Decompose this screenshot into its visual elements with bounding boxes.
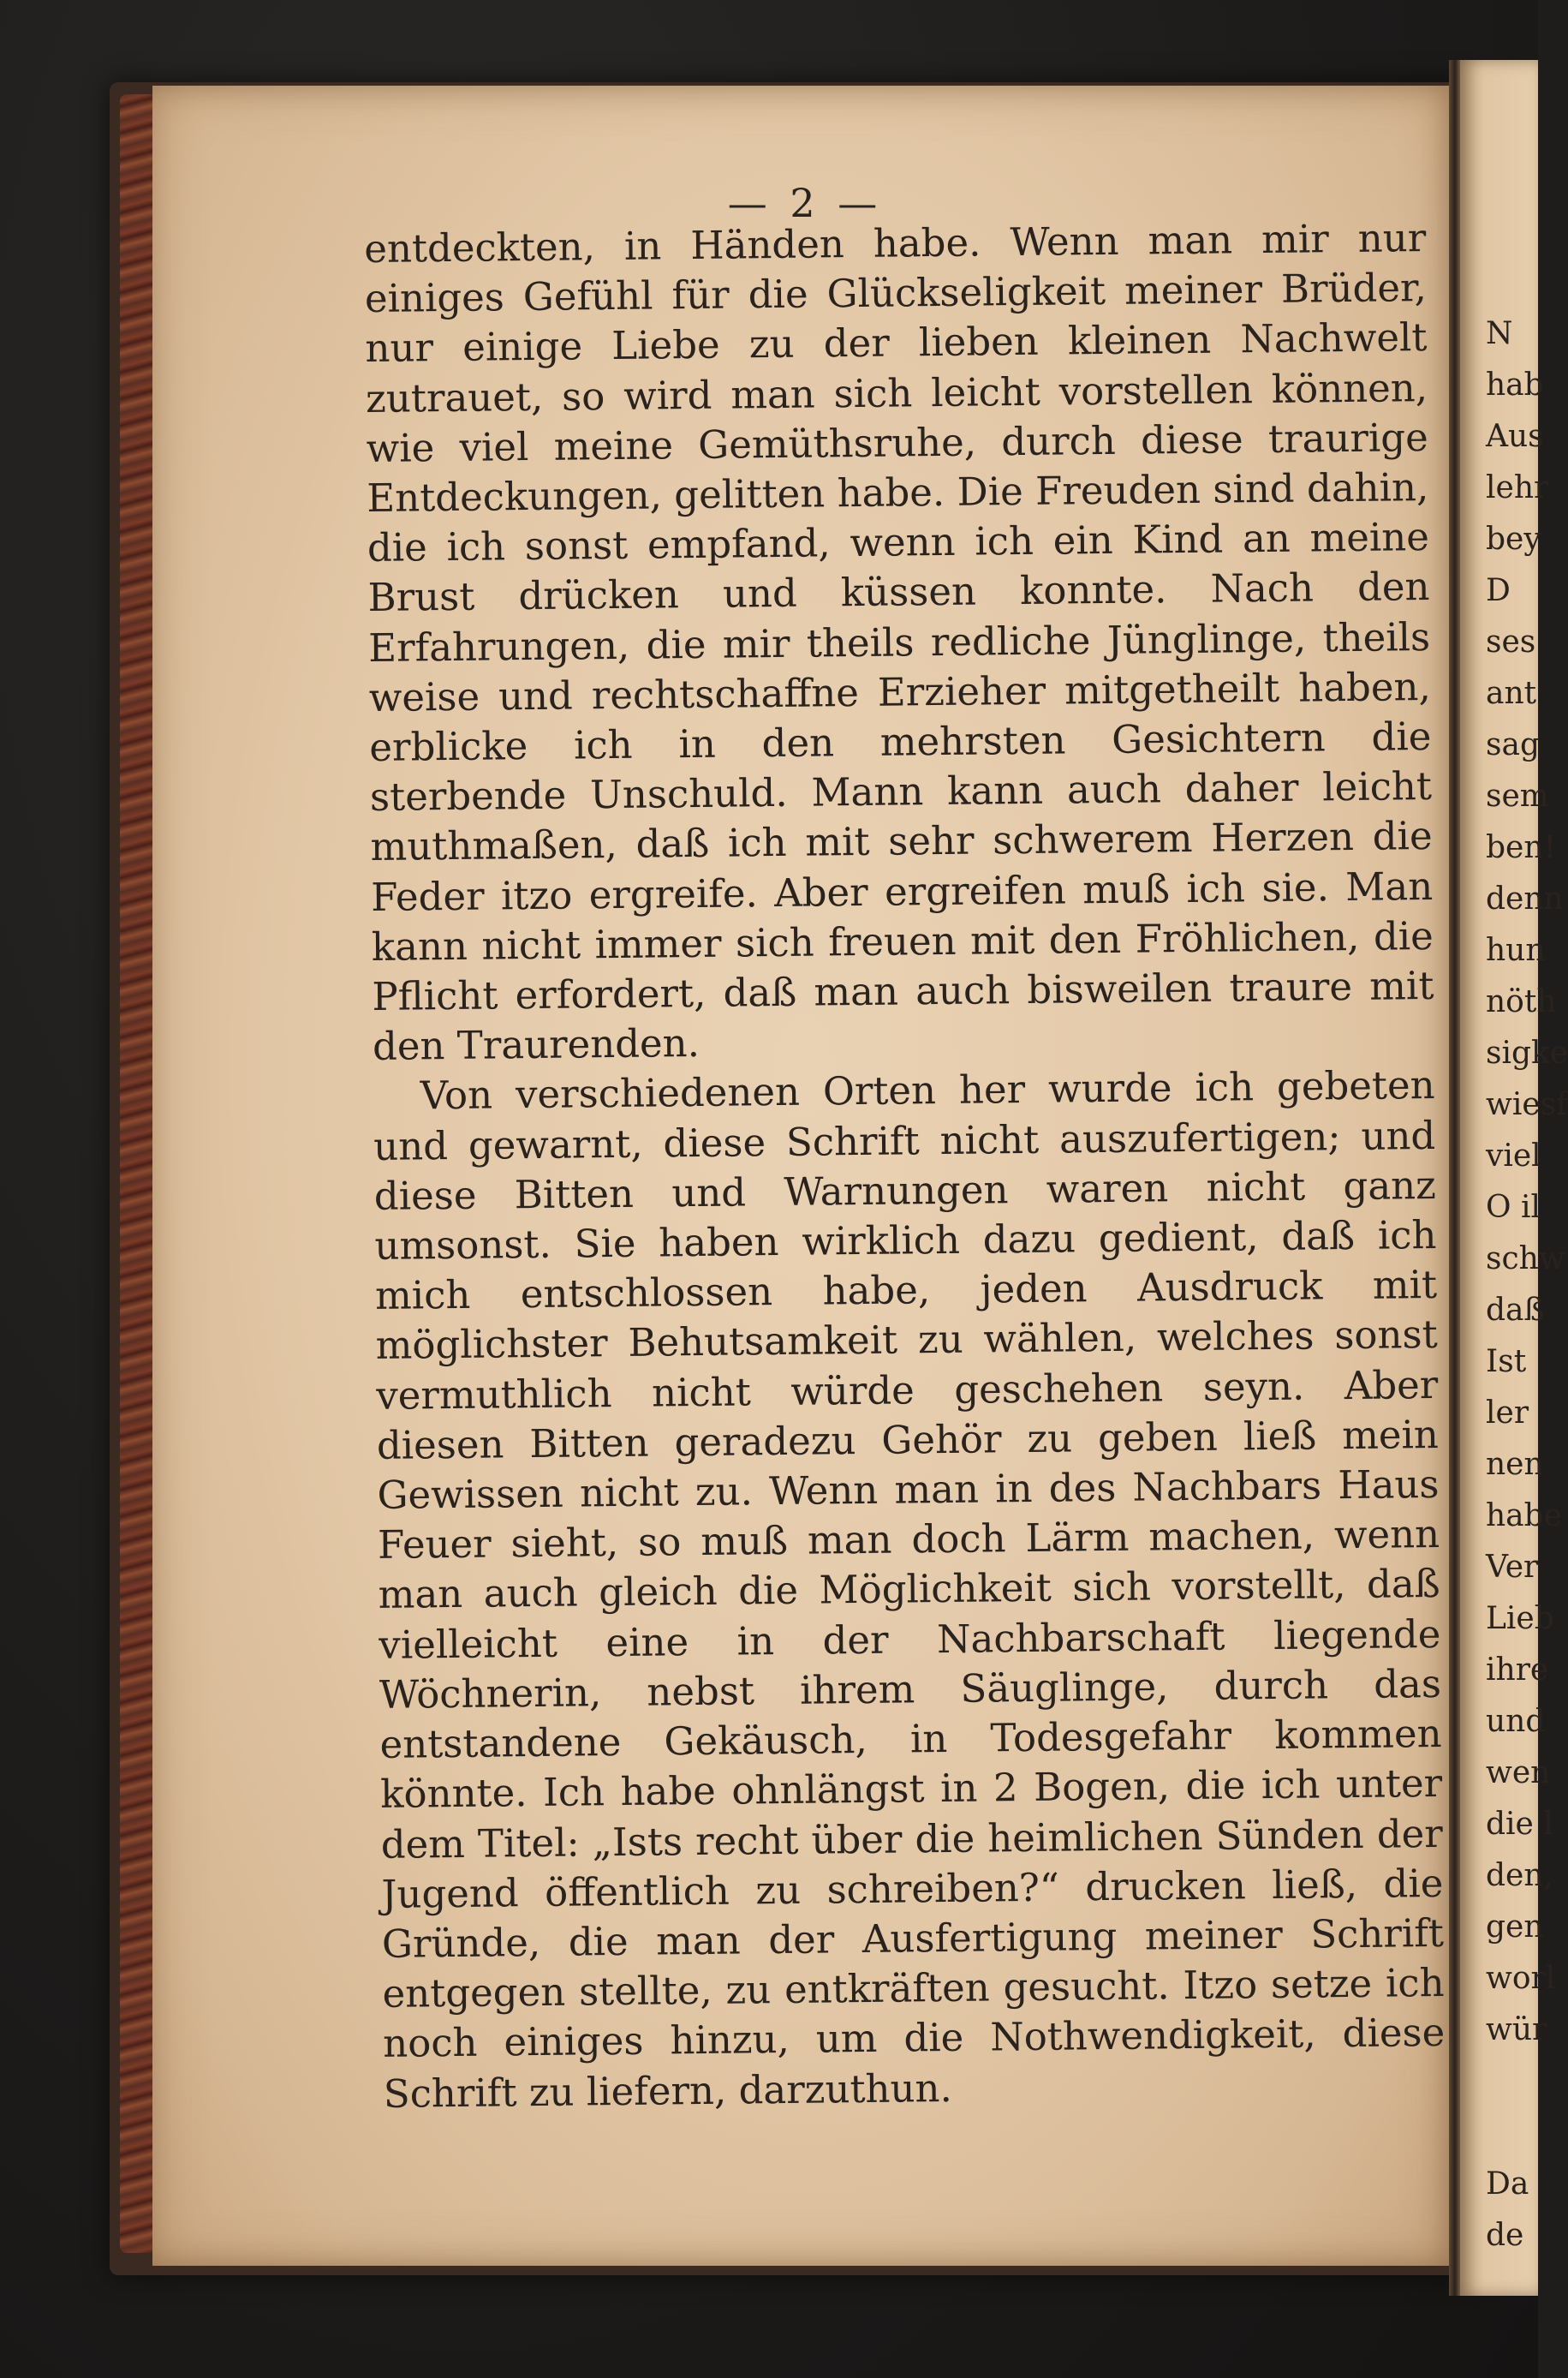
facing-page-fragment: ses [1486, 624, 1536, 660]
facing-page-fragment: hun [1486, 933, 1546, 968]
facing-page-fragment: und [1486, 1704, 1546, 1739]
facing-page-fragment: sem [1486, 779, 1549, 814]
facing-page-fragment: den, [1486, 1858, 1553, 1893]
facing-page-fragment: de [1486, 2218, 1524, 2253]
facing-page-fragment: schw [1486, 1241, 1565, 1276]
facing-page-fragment: daß [1486, 1293, 1545, 1328]
facing-page-fragment: Ver [1486, 1550, 1539, 1585]
facing-page-fragment: nen [1486, 1447, 1544, 1482]
facing-page-fragment: habe [1486, 1498, 1562, 1533]
facing-page-fragment: gen [1486, 1909, 1544, 1945]
paragraph-1: entdeckten, in Händen habe. Wenn man mir nur einiges Gefühl für die Glückseligkeit meiner Brüder, nur einige Liebe zu der lieben kleinen Nachwelt zutrauet, so wird man sich leicht vorstellen können, wie viel meine Gemüthsruhe, durch diese traurige Entdeckungen, gelitten habe. Die Freuden sind dahin, die ich sonst empfand, wenn ich ein Kind an meine Brust drücken und küssen konnte. Nach den Erfahrungen, die mir theils redliche Jünglinge, theils weise und rechtschaffne Erzieher mitgetheilt haben, erblicke ich in den mehrsten Gesichtern die sterbende Unschuld. Mann kann auch daher leicht muthmaßen, daß ich mit sehr schwerem Herzen die Feder itzo ergreife. Aber ergreifen muß ich sie. Man kann nicht immer sich freuen mit den Fröhlichen, die Pflicht erfordert, daß man auch bisweilen traure mit den Traurenden. [364, 215, 1434, 1070]
facing-page-fragment: D [1486, 573, 1511, 608]
facing-page-fragment: ben! [1486, 830, 1557, 865]
facing-page-fragment: nöth [1486, 984, 1557, 1019]
facing-page-fragment: Aus [1486, 419, 1544, 454]
facing-page-fragment: bey [1486, 522, 1541, 557]
facing-page-fragment: O il [1486, 1190, 1541, 1225]
facing-page-fragment: die l [1486, 1807, 1553, 1842]
facing-page-fragment: N [1486, 316, 1513, 351]
facing-page-text-fragments [1486, 308, 1568, 2261]
facing-page-fragment: Lieb [1486, 1601, 1554, 1636]
facing-page-fragment: Da [1486, 2166, 1529, 2202]
facing-page-fragment: denn [1486, 881, 1564, 917]
facing-page-fragment: ant [1486, 676, 1537, 711]
facing-page-fragment: sag [1486, 727, 1540, 762]
facing-page-fragment: ihre [1486, 1652, 1549, 1688]
facing-page-fragment [1486, 2107, 1538, 2159]
facing-page-fragment: worl [1486, 1961, 1556, 1996]
facing-page-fragment: viel [1486, 1138, 1541, 1174]
facing-page-fragment: hab [1486, 367, 1544, 403]
facing-page-fragment: ler [1486, 1395, 1529, 1431]
facing-page-fragment: Ist [1486, 1344, 1527, 1379]
facing-page-fragment: wen [1486, 1755, 1551, 1790]
page-number: — 2 — [727, 180, 883, 226]
page-text [364, 213, 1446, 2119]
facing-page-fragment [1486, 2056, 1538, 2107]
facing-page-fragment: wiesf [1486, 1087, 1568, 1122]
facing-page-fragment: lehr [1486, 470, 1549, 505]
facing-page-fragment: wür [1486, 2012, 1547, 2047]
paragraph-2: Von verschiedenen Orten her wurde ich gebeten und gewarnt, diese Schrift nicht auszufertigen; und diese Bitten und Warnungen waren nicht ganz umsonst. Sie haben wirklich dazu gedient, daß ich mich entschlossen habe, jeden Ausdruck mit möglichster Behutsamkeit zu wählen, welches sonst vermuthlich nicht würde geschehen seyn. Aber diesen Bitten geradezu Gehör zu geben ließ mein Gewissen nicht zu. Wenn man in des Nachbars Haus Feuer sieht, so muß man doch Lärm machen, wenn man auch gleich die Möglichkeit sich vorstellt, daß vielleicht eine in der Nachbarschaft liegende Wöchnerin, nebst ihrem Säuglinge, durch das entstandene Gekäusch, in Todesgefahr kommen könnte. Ich habe ohnlängst in 2 Bogen, die ich unter dem Titel: „Ists recht über die heimlichen Sünden der Jugend öffentlich zu schreiben?“ drucken ließ, die Gründe, die man der Ausfertigung meiner Schrift entgegen stellte, zu entkräften gesucht. Itzo setze ich noch einiges hinzu, um die Nothwendigkeit, diese Schrift zu liefern, darzuthun. [373, 1062, 1446, 2117]
book-gutter [1449, 60, 1461, 2296]
facing-page-fragment: sigke [1486, 1036, 1568, 1071]
